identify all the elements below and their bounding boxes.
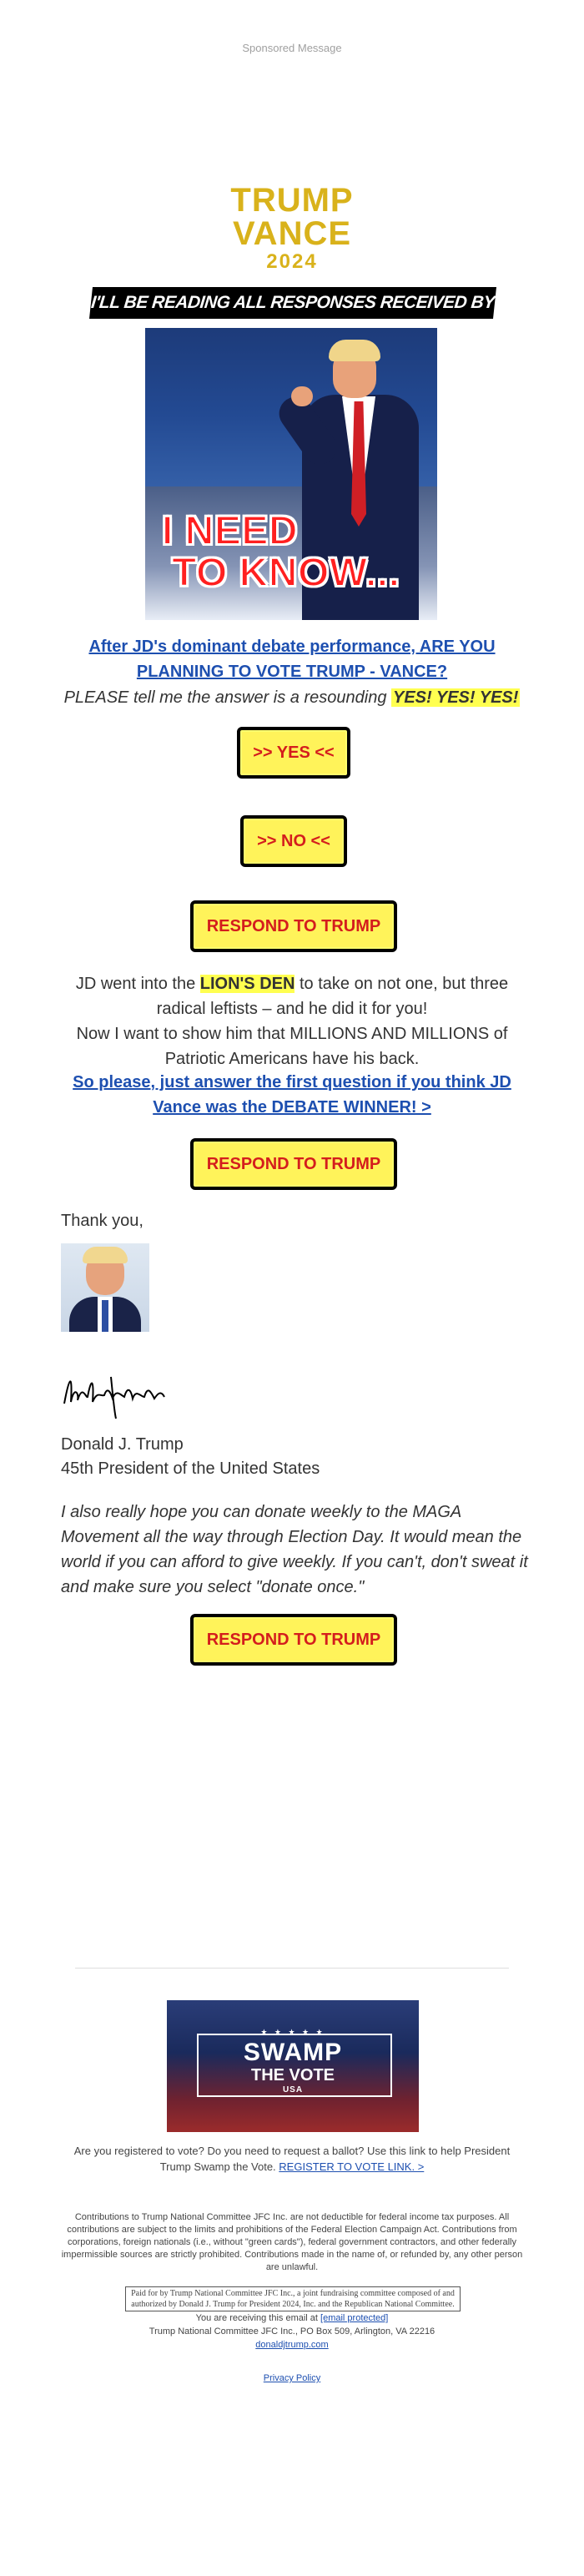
hero-image[interactable] [145,328,437,620]
yes-button[interactable]: >> YES << [237,727,350,779]
hero-text-line-2: TO KNOW... [172,551,400,595]
portrait-hair [83,1247,128,1263]
recipient-email-link[interactable]: [email protected] [320,2313,389,2323]
lions-den-highlight: LION'S DEN [199,975,295,993]
signoff-name: Donald J. Trump [61,1435,184,1454]
donate-paragraph: I also really hope you can donate weekly to the MAGA Movement all the way through Election Day. It would mean the world if you can afford to give weekly. If you can't, don't sweat it and make sure you select "donate once." [61,1503,528,1596]
footer-divider [75,1968,509,1969]
paid-for-box: Paid for by Trump National Committee JFC Inc., a joint fundraising committee composed of and authorized by Donald J. Trump for President 2024, Inc. and the Republican National Committee. [125,2286,461,2311]
receiving-text: You are receiving this email at [195,2313,321,2323]
signature-image [61,1360,169,1423]
receiving-notice [58,2312,526,2325]
banner-line-3: USA [282,2085,304,2095]
logo-line-1: TRUMP [230,182,354,219]
portrait-tie [102,1300,108,1332]
body-text-3: Now I want to show him that MILLIONS AND MILLIONS of Patriotic Americans have his back. [76,1025,508,1068]
hero-text-line-1: I NEED [162,509,299,553]
debate-question-link[interactable] [0,634,584,684]
register-link[interactable]: REGISTER TO VOTE LINK. > [279,2160,425,2173]
register-text: Are you registered to vote? Do you need to request a ballot? Use this link to help President Trump Swamp the Vote. [73,2145,511,2173]
body-paragraph [58,971,526,1071]
logo-line-2: VANCE [232,215,352,252]
question-line-2[interactable]: PLANNING TO VOTE TRUMP - VANCE? [136,663,448,681]
banner-line-1: SWAMP [243,2039,343,2066]
prompt-text: PLEASE tell me the answer is a resounding [63,688,391,707]
debate-winner-link[interactable]: So please, just answer the first question if you think JD Vance was the DEBATE WINNER! > [73,1073,511,1117]
legal-disclaimer: Contributions to Trump National Committee JFC Inc. are not deductible for federal income tax purposes. All contributions are subject to the limits and prohibitions of the Federal Election Campaign Act. Contributions from corporations, foreign nationals (i.e., without "green cards"), federal government contractors, and other federally impermissible sources are strictly prohibited. Contributions made in the name of, or refunded by, any other person are unlawful. [61,2212,523,2272]
swamp-the-vote-banner[interactable] [167,2000,419,2132]
register-paragraph [58,2143,526,2175]
figure-hand [291,386,313,406]
respond-button-3[interactable]: RESPOND TO TRUMP [190,1614,397,1666]
no-button[interactable]: >> NO << [240,815,347,867]
campaign-logo [0,184,584,274]
banner-stars: ★ ★ ★ ★ ★ [260,2028,325,2036]
logo-line-3: 2024 [266,250,318,273]
respond-button-2[interactable]: RESPOND TO TRUMP [190,1138,397,1190]
privacy-policy-link[interactable]: Privacy Policy [263,2373,321,2383]
trump-portrait [61,1243,149,1332]
website-link[interactable]: donaldjtrump.com [255,2340,329,2350]
thanks-text: Thank you, [61,1212,143,1230]
midnight-banner: I'LL BE READING ALL RESPONSES RECEIVED BY [89,287,496,319]
banner-line-2: THE VOTE [250,2066,335,2084]
body-text-2: to take on not one, but three radical leftists – and he did it for you! [156,975,509,1018]
question-line-1[interactable]: After JD's dominant debate performance, ARE YOU [88,638,496,656]
figure-hair [329,340,380,361]
mailing-address: Trump National Committee JFC Inc., PO Box 509, Arlington, VA 22216 [149,2326,435,2337]
sponsored-label: Sponsored Message [242,42,342,54]
respond-button[interactable]: RESPOND TO TRUMP [190,900,397,952]
prompt-highlight: YES! YES! YES! [393,688,519,707]
answer-prompt [0,686,584,709]
body-text-1: JD went into the [75,975,200,993]
signoff-title: 45th President of the United States [61,1459,320,1478]
